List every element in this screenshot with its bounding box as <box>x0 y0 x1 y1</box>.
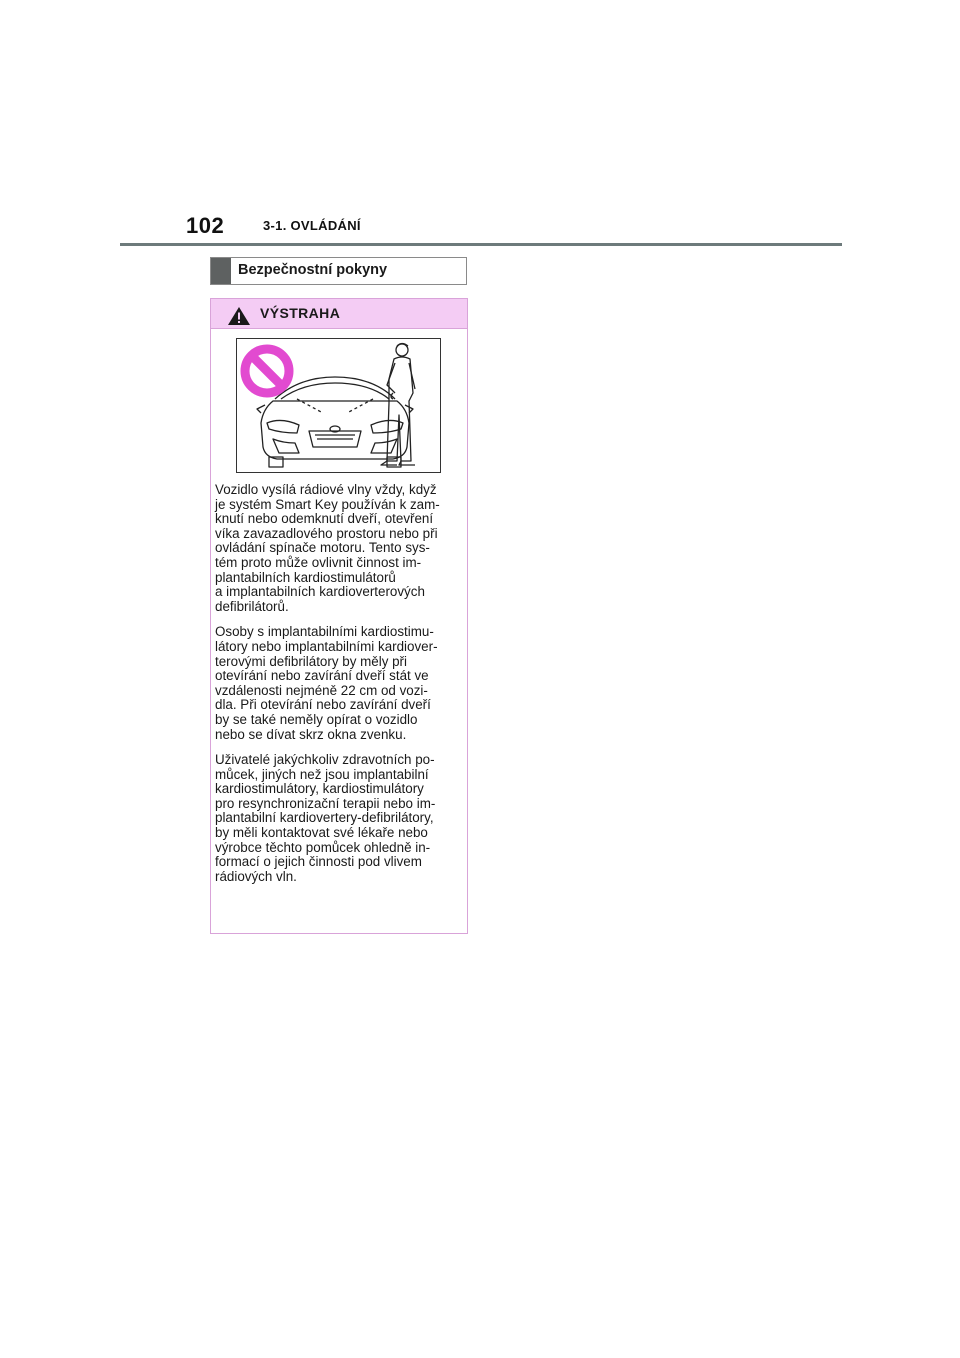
warning-header <box>211 299 467 329</box>
section-header-bar <box>211 258 231 284</box>
paragraph-line: látory nebo implantabilními kardiover- <box>215 638 438 654</box>
page-number: 102 <box>186 213 225 238</box>
paragraph-line: rádiových vln. <box>215 868 297 884</box>
paragraph-line: dla. Při otevírání nebo zavírání dveří <box>215 697 431 713</box>
warning-paragraph-2 <box>215 625 465 742</box>
paragraph-line: Vozidlo vysílá rádiové vlny vždy, když <box>215 482 437 497</box>
paragraph-line: defibrilátorů. <box>215 598 289 614</box>
paragraph-line: Osoby s implantabilními kardiostimu- <box>215 624 434 640</box>
paragraph-line: nebo se dívat skrz okna zvenku. <box>215 726 407 742</box>
paragraph-line: Uživatelé jakýchkoliv zdravotních po- <box>215 752 435 768</box>
chapter-title: 3-1. OVLÁDÁNÍ <box>263 218 361 233</box>
paragraph-line: terovými defibrilátory by měly při <box>215 653 407 669</box>
paragraph-line: vzdálenosti nejméně 22 cm od vozi- <box>215 682 428 698</box>
warning-paragraph-1 <box>215 483 465 614</box>
paragraph-line: knutí nebo odemknutí dveří, otevření <box>215 511 434 527</box>
paragraph-line: plantabilních kardiostimulátorů <box>215 569 396 585</box>
warning-label: VÝSTRAHA <box>260 305 341 321</box>
warning-box <box>210 298 468 934</box>
paragraph-line: pro resynchronizační terapii nebo im- <box>215 795 436 811</box>
warning-body <box>215 483 465 895</box>
warning-triangle-icon <box>227 306 251 326</box>
paragraph-line: plantabilní kardiovertery-defibrilátory, <box>215 810 434 826</box>
paragraph-line: můcek, jiných než jsou implantabilní <box>215 766 429 782</box>
paragraph-line: a implantabilních kardioverterových <box>215 584 425 600</box>
paragraph-line: tém proto může ovlivnit činnost im- <box>215 554 422 570</box>
paragraph-line: formací o jejich činnosti pod vlivem <box>215 854 422 870</box>
paragraph-line: kardiostimulátory, kardiostimulátory <box>215 781 424 797</box>
prohibition-sign-icon <box>245 349 289 393</box>
paragraph-line: je systém Smart Key používán k zam- <box>215 496 440 512</box>
prohibited-person-near-car-illustration <box>236 338 441 473</box>
warning-paragraph-3 <box>215 753 465 884</box>
paragraph-line: otevírání nebo zavírání dveří stát ve <box>215 668 429 684</box>
paragraph-line: výrobce těchto pomůcek ohledně in- <box>215 839 431 855</box>
paragraph-line: ovládání spínače motoru. Tento sys- <box>215 540 430 556</box>
paragraph-line: by měli kontaktovat své lékaře nebo <box>215 825 428 841</box>
header-divider <box>120 243 842 246</box>
section-header <box>210 257 467 285</box>
paragraph-line: by se také neměly opírat o vozidlo <box>215 711 418 727</box>
paragraph-line: víka zavazadlového prostoru nebo při <box>215 525 438 541</box>
section-title: Bezpečnostní pokyny <box>238 262 388 278</box>
